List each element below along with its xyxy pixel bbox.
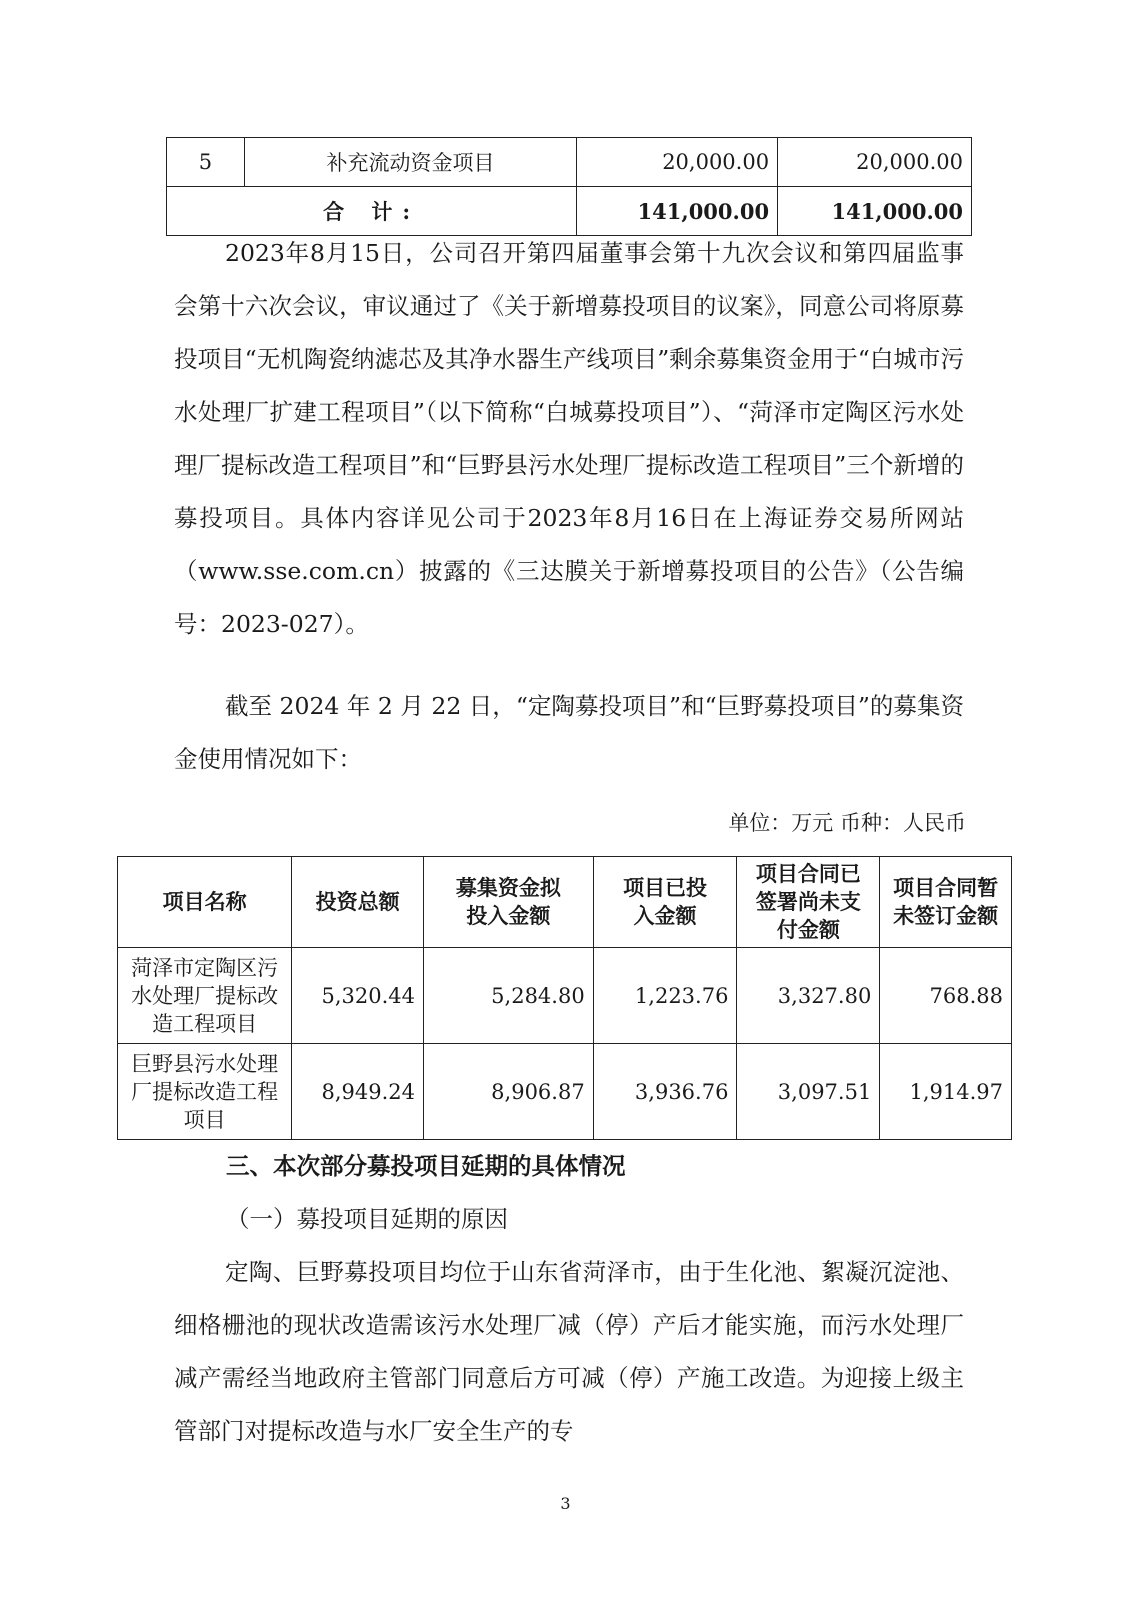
table-header-row: [118, 857, 1012, 948]
invested-cell: 1,223.76: [593, 948, 737, 1044]
total-investment-cell: 5,320.44: [292, 948, 424, 1044]
project-name-cell: 巨野县污水处理厂提标改造工程项目: [118, 1044, 292, 1140]
header-planned-funds: 募集资金拟投入金额: [423, 857, 593, 948]
signed-unpaid-cell: 3,097.51: [737, 1044, 880, 1140]
invested-cell: 3,936.76: [593, 1044, 737, 1140]
total-investment-cell: 8,949.24: [292, 1044, 424, 1140]
investment-amount: 20,000.00: [577, 138, 778, 187]
header-unsigned: 项目合同暂未签订金额: [880, 857, 1012, 948]
paragraph-delay-reason: 定陶、巨野募投项目均位于山东省菏泽市，由于生化池、絮凝沉淀池、细格栅池的现状改造需该污水处理厂减（停）产后才能实施，而污水处理厂减产需经当地政府主管部门同意后方可减（停）产施工改造。为迎接上级主管部门对提标改造与水厂安全生产的专: [174, 1258, 964, 1445]
planned-funds-cell: 8,906.87: [423, 1044, 593, 1140]
project-summary-table: [166, 137, 972, 236]
unsigned-cell: 768.88: [880, 948, 1012, 1044]
header-invested: 项目已投入金额: [593, 857, 737, 948]
raised-funds-amount: 20,000.00: [778, 138, 972, 187]
project-name: 补充流动资金项目: [244, 138, 576, 187]
header-signed-unpaid: 项目合同已签署尚未支付金额: [737, 857, 880, 948]
page-number: 3: [560, 1494, 571, 1513]
sub-heading: （一）募投项目延期的原因: [226, 1205, 508, 1233]
table-row: [118, 1044, 1012, 1140]
total-label: 合 计:: [167, 187, 577, 236]
header-total-investment: 投资总额: [292, 857, 424, 948]
unit-note: 单位：万元 币种：人民币: [728, 811, 966, 835]
table-row: [118, 948, 1012, 1044]
paragraph-fund-usage-intro: 截至 2024 年 2 月 22 日，“定陶募投项目”和“巨野募投项目”的募集资金使用情况如下：: [174, 692, 964, 773]
header-project-name: 项目名称: [118, 857, 292, 948]
paragraph-new-projects: 2023年8月15日，公司召开第四届董事会第十九次会议和第四届监事会第十六次会议，审议通过了《关于新增募投项目的议案》，同意公司将原募投项目“无机陶瓷纳滤芯及其净水器生产线项目”剩余募集资金用于“白城市污水处理厂扩建工程项目”（以下简称“白城募投项目”）、“菏泽市定陶区污水处理厂提标改造工程项目”和“巨野县污水处理厂提标改造工程项目”三个新增的募投项目。具体内容详见公司于2023年8月16日在上海证券交易所网站（www.sse.com.cn）披露的《三达膜关于新增募投项目的公告》（公告编号：2023-027）。: [174, 239, 964, 638]
row-index: 5: [167, 138, 245, 187]
total-raised-funds: 141,000.00: [778, 187, 972, 236]
total-investment: 141,000.00: [577, 187, 778, 236]
fund-usage-table: [117, 856, 1012, 1140]
unsigned-cell: 1,914.97: [880, 1044, 1012, 1140]
section-heading: 三、本次部分募投项目延期的具体情况: [226, 1152, 626, 1180]
table-row: [167, 138, 972, 187]
project-name-cell: 菏泽市定陶区污水处理厂提标改造工程项目: [118, 948, 292, 1044]
signed-unpaid-cell: 3,327.80: [737, 948, 880, 1044]
planned-funds-cell: 5,284.80: [423, 948, 593, 1044]
